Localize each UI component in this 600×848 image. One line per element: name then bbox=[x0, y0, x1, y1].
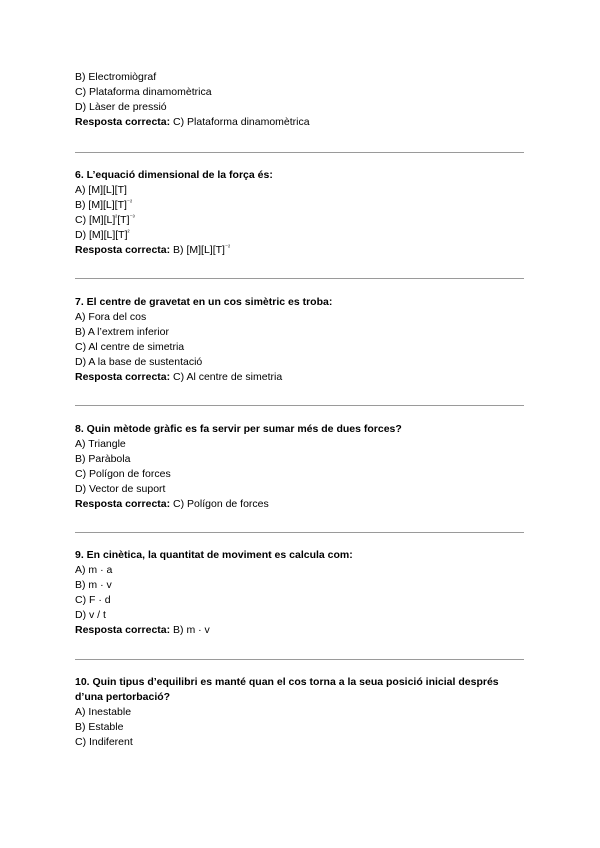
q7-option-c: C) Al centre de simetria bbox=[75, 341, 185, 353]
q8-option-c: C) Polígon de forces bbox=[75, 468, 171, 480]
answer-text: C) Plataforma dinamomètrica bbox=[173, 116, 310, 128]
separator bbox=[75, 278, 524, 279]
q9-answer bbox=[75, 623, 525, 638]
q5-answer bbox=[75, 115, 525, 130]
q10-option-a: A) Inestable bbox=[75, 706, 132, 718]
question-text: 10. Quin tipus d’equilibri es manté quan el cos torna a la seua posició inicial després d’una pertorbació? bbox=[75, 676, 499, 703]
answer-label: Resposta correcta: bbox=[75, 116, 171, 128]
q6-option-d: D) $[M][L][T]^{^2}$ bbox=[75, 229, 130, 241]
q10-option-c: C) Indiferent bbox=[75, 736, 133, 748]
q7-option-b: B) A l’extrem inferior bbox=[75, 326, 169, 338]
q8-option-d: D) Vector de suport bbox=[75, 483, 166, 495]
separator bbox=[75, 152, 524, 153]
question-text: 9. En cinètica, la quantitat de moviment es calcula com: bbox=[75, 549, 353, 561]
answer-text: C) Al centre de simetria bbox=[173, 371, 283, 383]
question-5-continued bbox=[75, 70, 525, 130]
question-7 bbox=[75, 295, 525, 385]
separator bbox=[75, 659, 524, 660]
q9-option-c: C) F · d bbox=[75, 594, 111, 606]
q8-option-b: B) Paràbola bbox=[75, 453, 131, 465]
q5-option-c: C) Plataforma dinamomètrica bbox=[75, 86, 212, 98]
question-6 bbox=[75, 168, 525, 258]
answer-label: Resposta correcta: bbox=[75, 244, 171, 256]
q10-option-b: B) Estable bbox=[75, 721, 124, 733]
q6-option-c: C) $[M][L]^{^2}[T]^{^{-3}}$ bbox=[75, 214, 135, 226]
q9-option-a: A) m · a bbox=[75, 564, 113, 576]
q5-option-b: B) Electromiògraf bbox=[75, 71, 157, 83]
q9-option-d: D) v / t bbox=[75, 609, 106, 621]
question-text: 7. El centre de gravetat en un cos simètric es troba: bbox=[75, 296, 333, 308]
question-8 bbox=[75, 422, 525, 512]
question-text: 6. L’equació dimensional de la força és: bbox=[75, 169, 273, 181]
answer-text: C) Polígon de forces bbox=[173, 498, 269, 510]
q9-option-b: B) m · v bbox=[75, 579, 112, 591]
answer-label: Resposta correcta: bbox=[75, 498, 171, 510]
q6-answer: Resposta correcta: B) $[M][L][T]^{^{-2}}$ bbox=[75, 244, 231, 256]
answer-text: B) m · v bbox=[173, 624, 210, 636]
q6-option-a: A) [M][L][T] bbox=[75, 184, 127, 196]
question-text: 8. Quin mètode gràfic es fa servir per sumar més de dues forces? bbox=[75, 423, 402, 435]
q7-answer bbox=[75, 370, 525, 385]
separator bbox=[75, 532, 524, 533]
q5-option-d: D) Làser de pressió bbox=[75, 101, 167, 113]
q7-option-a: A) Fora del cos bbox=[75, 311, 147, 323]
q6-option-b: B) $[M][L][T]^{^{-2}}$ bbox=[75, 199, 133, 211]
separator bbox=[75, 405, 524, 406]
question-9 bbox=[75, 548, 525, 638]
question-10 bbox=[75, 675, 525, 750]
q7-option-d: D) A la base de sustentació bbox=[75, 356, 203, 368]
answer-label: Resposta correcta: bbox=[75, 371, 171, 383]
q8-answer bbox=[75, 497, 525, 512]
q8-option-a: A) Triangle bbox=[75, 438, 126, 450]
answer-label: Resposta correcta: bbox=[75, 624, 171, 636]
